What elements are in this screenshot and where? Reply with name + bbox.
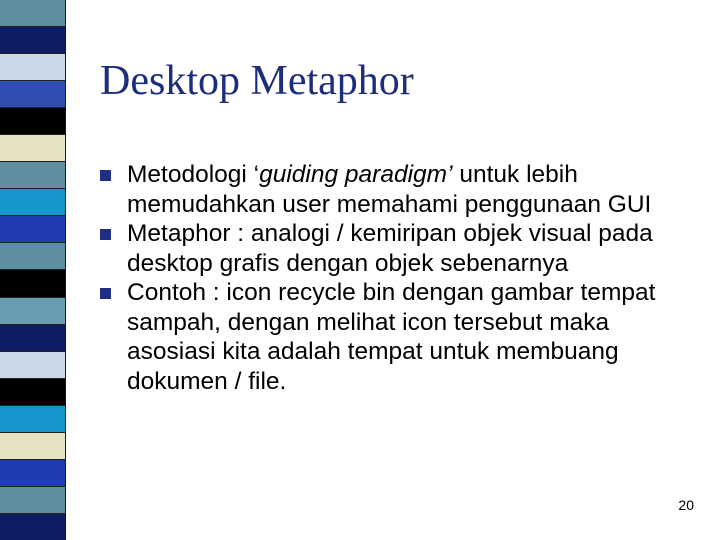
- stripe-block: [0, 135, 65, 162]
- slide-title: Desktop Metaphor: [100, 58, 414, 104]
- stripe-block: [0, 406, 65, 433]
- stripe-block: [0, 487, 65, 514]
- page-number: 20: [678, 497, 694, 513]
- bullet-text-emphasis: guiding paradigm’: [259, 161, 453, 188]
- stripe-block: [0, 108, 65, 135]
- bullet-text: Contoh : icon recycle bin dengan gambar tempat sampah, dengan melihat icon tersebut maka asosiasi kita adalah tempat untuk membuang dokumen / file.: [127, 279, 656, 395]
- bullet-text-suffix: untuk lebih memudahkan user memahami penggunaan GUI: [127, 161, 652, 218]
- stripe-block: [0, 216, 65, 243]
- stripe-block: [0, 270, 65, 297]
- stripe-block: [0, 460, 65, 487]
- stripe-block: [0, 379, 65, 406]
- stripe-block: [0, 298, 65, 325]
- bullet-text: Metaphor : analogi / kemiripan objek visual pada desktop grafis dengan objek sebenarnya: [127, 220, 653, 277]
- stripe-block: [0, 27, 65, 54]
- stripe-block: [0, 243, 65, 270]
- stripe-block: [0, 352, 65, 379]
- square-bullet-icon: [100, 229, 111, 240]
- stripe-block: [0, 433, 65, 460]
- square-bullet-icon: [100, 170, 111, 181]
- stripe-block: [0, 54, 65, 81]
- stripe-block: [0, 325, 65, 352]
- stripe-block: [0, 514, 65, 540]
- stripe-block: [0, 162, 65, 189]
- bullet-item: [99, 219, 699, 278]
- bullet-item: [99, 278, 699, 396]
- decorative-stripe: [0, 0, 66, 540]
- stripe-block: [0, 189, 65, 216]
- bullet-item: [99, 160, 699, 219]
- stripe-block: [0, 0, 65, 27]
- bullet-text-prefix: Metodologi ‘: [127, 161, 260, 188]
- square-bullet-icon: [100, 288, 111, 299]
- stripe-block: [0, 81, 65, 108]
- bullet-list: [99, 160, 699, 396]
